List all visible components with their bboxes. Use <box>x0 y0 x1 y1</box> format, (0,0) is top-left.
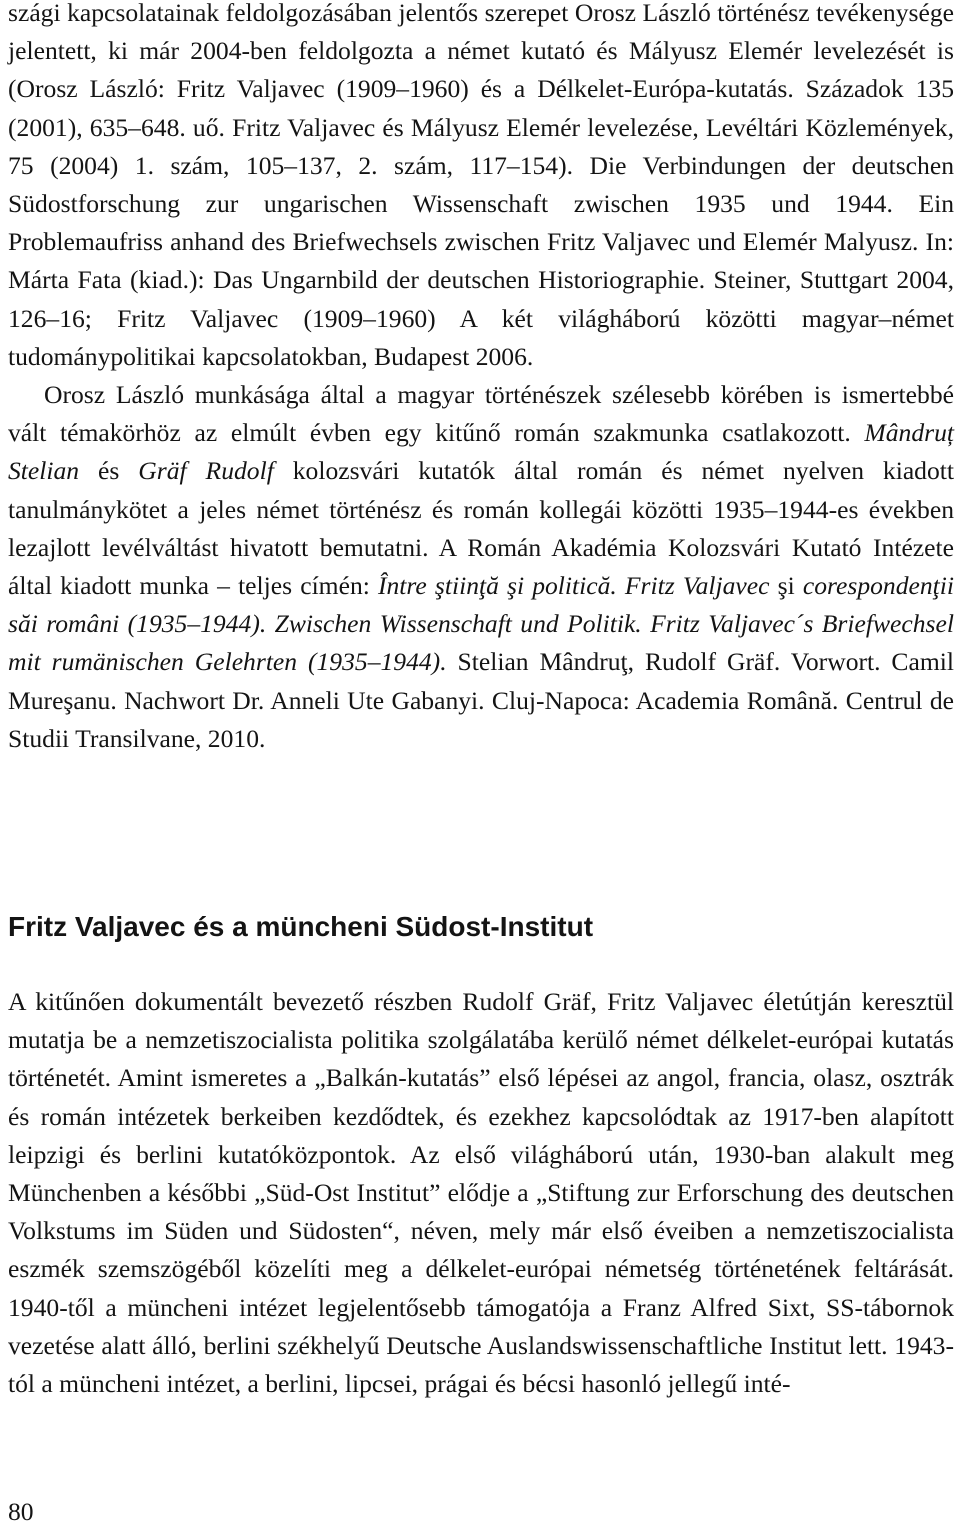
book-title-part-1: Între ştiinţă şi politică. Fritz Valjavec <box>377 571 770 601</box>
paragraph-2-part-5: Stelian Mândruţ, Rudolf Gräf. Vorwort. Camil Mureşanu. Nachwort Dr. Anneli Ute Gabanyi. Cluj-Napoca: Academia Română. Centrul de Studii Transilvane, 2010. <box>8 647 954 753</box>
author-name-graf: Gräf Rudolf <box>138 456 274 486</box>
author-name-mandrut: Mândruț Stelian <box>8 418 954 486</box>
paragraph-1-text: szági kapcsolatainak feldolgozásában jelentős szerepet Orosz László történész tevékenysége jelentett, ki már 2004-ben feldolgozta a német kutató és Mályusz Elemér levelezését is (Orosz László: Fritz Valjavec (1909–1960) és a Délkelet-Európa-kutatás. Századok 135 (2001), 635–648. uő. Fritz Valjavec és Mályusz Elemér levelezése, Levéltári Közlemények, 75 (2004) 1. szám, 105–137, 2. szám, 117–154). Die Verbindungen der deutschen Südostforschung zur ungarischen Wissenschaft zwischen 1935 und 1944. Ein Problemaufriss anhand des Briefwechsels zwischen Fritz Valjavec und Elemér Malyusz. In: Márta Fata (kiad.): Das Ungarnbild der deutschen Historiographie. Steiner, Stuttgart 2004, 126–16; Fritz Valjavec (1909–1960) A két világháború közötti magyar–német tudománypolitikai kapcsolatokban, Budapest 2006. <box>8 0 954 371</box>
paragraph-2-part-2: és <box>79 456 139 486</box>
paragraph-2-part-1: Orosz László munkásága által a magyar történészek szélesebb körében is ismertebbé vált témakörhöz az elmúlt évben egy kitűnő román szakmunka csatlakozott. <box>8 380 954 448</box>
paragraph-romanian-volume <box>8 376 954 758</box>
paragraph-3-text: A kitűnően dokumentált bevezető részben Rudolf Gräf, Fritz Valjavec életútján keresztül mutatja be a nemzetiszocialista politika szolgálatába kerülő német délkelet-európai kutatás történetét. Amint ismeretes a „Balkán-kutatás” első lépései az angol, francia, olasz, osztrák és román intézetek berkeiben kezdődtek, és ezekhez kapcsolódtak az 1917-ben alapított leipzigi és berlini kutatóközpontok. Az első világháború után, 1930-ban alakult meg Münchenben a későbbi „Süd-Ost Institut” elődje a „Stiftung zur Erforschung des deutschen Volkstums im Süden und Südosten“, néven, mely már első éveiben a nemzetiszocialista eszmék szemszögéből közelíti meg a délkelet-európai németség történetének feltárását. 1940-től a müncheni intézet legjelentősebb támogatója a Franz Alfred Sixt, SS-tábornok vezetése alatt álló, berlini székhelyű Deutsche Auslandswissenschaftliche Institut lett. 1943-tól a müncheni intézet, a berlini, lipcsei, prágai és bécsi hasonló jellegű inté- <box>8 987 954 1399</box>
paragraph-2-part-3: kolozsvári kutatók által román és német nyelven kiadott tanulmánykötet a jeles német történész és román kollegái közötti 1935–1944-es években lezajlott levélváltást hivatott bemutatni. A Román Akadémia Kolozsvári Kutató Intézete által kiadott munka – teljes címén: <box>8 456 954 601</box>
paragraph-sudost-institut <box>8 983 954 1403</box>
book-title-part-2: corespondenţii săi români (1935–1944). Zwischen Wissenschaft und Politik. Fritz Valjavec´s Briefwechsel mit rumänischen Gelehrten (1935–1944). <box>8 571 954 677</box>
paragraph-footnote-continuation <box>8 0 954 376</box>
document-page <box>8 0 954 1399</box>
paragraph-2-part-4: şi <box>769 571 803 601</box>
page-number: 80 <box>8 1497 34 1526</box>
section-heading: Fritz Valjavec és a müncheni Südost-Institut <box>8 911 594 942</box>
